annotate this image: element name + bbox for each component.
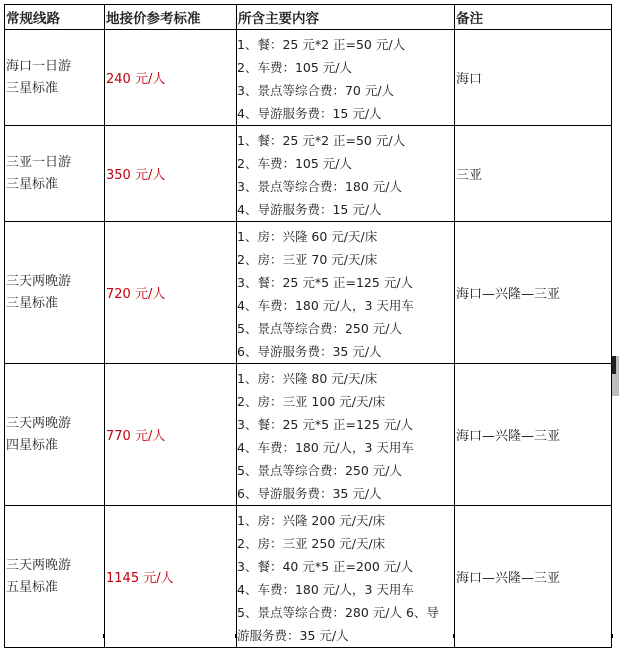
- content-item: 6、导游服务费：35 元/人: [237, 344, 382, 359]
- note-cell: 海口: [455, 30, 612, 126]
- content-item: 4、车费：180 元/人，3 天用车: [237, 582, 414, 597]
- header-content: 所含主要内容: [237, 5, 455, 30]
- route-line: 三星标准: [6, 176, 59, 192]
- content-item: 5、景点等综合费：280 元/人 6、导: [237, 605, 439, 620]
- header-route: 常规线路: [5, 5, 105, 30]
- note-cell: 海口—兴隆—三亚: [455, 506, 612, 648]
- content-item: 1、房：兴隆 60 元/天/床: [237, 229, 378, 244]
- content-item: 4、导游服务费：15 元/人: [237, 106, 382, 121]
- price-cell: 770 元/人: [105, 364, 237, 506]
- content-item: 1、房：兴隆 80 元/天/床: [237, 371, 378, 386]
- route-line: 三天两晚游: [6, 273, 72, 289]
- content-item: 3、景点等综合费：70 元/人: [237, 83, 395, 98]
- content-cell: [237, 126, 455, 222]
- content-item: 2、车费：105 元/人: [237, 60, 352, 75]
- content-item: 2、车费：105 元/人: [237, 156, 352, 171]
- price-cell: 1145 元/人: [105, 506, 237, 648]
- price-table: [4, 4, 612, 648]
- route-line: 五星标准: [6, 579, 59, 595]
- route-line: 三亚一日游: [6, 154, 72, 170]
- route-line: 三天两晚游: [6, 415, 72, 431]
- price-cell: 350 元/人: [105, 126, 237, 222]
- table-row: [5, 364, 612, 506]
- content-item: 1、餐：25 元*2 正=50 元/人: [237, 133, 406, 148]
- route-line: 三星标准: [6, 295, 59, 311]
- content-item: 3、餐：25 元*5 正=125 元/人: [237, 275, 414, 290]
- content-item: 4、导游服务费：15 元/人: [237, 202, 382, 217]
- route-cell: [5, 364, 105, 506]
- content-item: 5、景点等综合费：250 元/人: [237, 321, 402, 336]
- next-row-fragment: [4, 634, 613, 638]
- route-line: 三星标准: [6, 80, 59, 96]
- price-cell: 240 元/人: [105, 30, 237, 126]
- route-cell: [5, 30, 105, 126]
- header-row: [5, 5, 612, 30]
- content-item: 2、房：三亚 70 元/天/床: [237, 252, 378, 267]
- content-item: 3、餐：40 元*5 正=200 元/人: [237, 559, 414, 574]
- route-cell: [5, 222, 105, 364]
- content-item: 2、房：三亚 100 元/天/床: [237, 394, 386, 409]
- note-cell: 海口—兴隆—三亚: [455, 364, 612, 506]
- route-cell: [5, 506, 105, 648]
- price-cell: 720 元/人: [105, 222, 237, 364]
- content-item: 1、房：兴隆 200 元/天/床: [237, 513, 386, 528]
- content-item: 4、车费：180 元/人，3 天用车: [237, 440, 414, 455]
- content-cell: [237, 506, 455, 648]
- note-cell: 海口—兴隆—三亚: [455, 222, 612, 364]
- content-cell: [237, 364, 455, 506]
- route-line: 海口一日游: [6, 58, 72, 74]
- content-item: 5、景点等综合费：250 元/人: [237, 463, 402, 478]
- route-cell: [5, 126, 105, 222]
- header-price: 地接价参考标准: [105, 5, 237, 30]
- table-row: [5, 506, 612, 648]
- header-note: 备注: [455, 5, 612, 30]
- table-row: [5, 30, 612, 126]
- note-cell: 三亚: [455, 126, 612, 222]
- content-item: 3、景点等综合费：180 元/人: [237, 179, 402, 194]
- content-item: 3、餐：25 元*5 正=125 元/人: [237, 417, 414, 432]
- content-item: 6、导游服务费：35 元/人: [237, 486, 382, 501]
- content-cell: [237, 30, 455, 126]
- route-line: 四星标准: [6, 437, 59, 453]
- route-line: 三天两晚游: [6, 557, 72, 573]
- table-row: [5, 126, 612, 222]
- content-item: 1、餐：25 元*2 正=50 元/人: [237, 37, 406, 52]
- content-item: 4、车费：180 元/人，3 天用车: [237, 298, 414, 313]
- content-item: 2、房：三亚 250 元/天/床: [237, 536, 386, 551]
- content-item: 游服务费：35 元/人: [237, 628, 349, 643]
- content-cell: [237, 222, 455, 364]
- table-row: [5, 222, 612, 364]
- scrollbar-thumb[interactable]: [612, 356, 616, 374]
